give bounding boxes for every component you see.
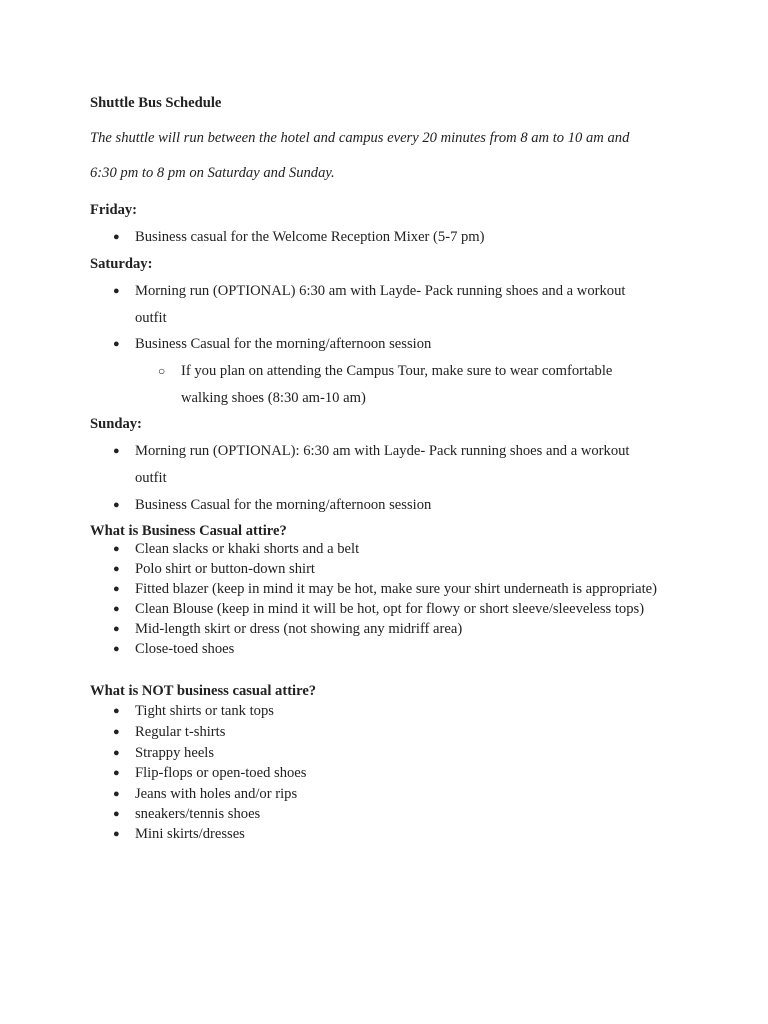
saturday-sub-item-line-1: If you plan on attending the Campus Tour, make sure to wear comfortable [181, 363, 613, 379]
not-business-casual-item: Strappy heels [135, 745, 215, 761]
not-business-casual-heading: What is NOT business casual attire? [90, 683, 317, 699]
bullet-icon: ● [113, 828, 120, 840]
not-business-casual-item: Flip-flops or open-toed shoes [135, 765, 307, 781]
bullet-icon: ● [113, 563, 120, 575]
sunday-item-1-line-1: Morning run (OPTIONAL): 6:30 am with Layde- Pack running shoes and a workout [135, 443, 630, 459]
business-casual-item: Mid-length skirt or dress (not showing any midriff area) [135, 621, 463, 637]
saturday-item-1-line-1: Morning run (OPTIONAL) 6:30 am with Layde- Pack running shoes and a workout [135, 283, 626, 299]
business-casual-item: Clean slacks or khaki shorts and a belt [135, 541, 360, 557]
saturday-item-2: Business Casual for the morning/afternoon session [135, 336, 432, 352]
friday-item: Business casual for the Welcome Reception Mixer (5-7 pm) [135, 229, 485, 245]
business-casual-item: Close-toed shoes [135, 641, 235, 657]
business-casual-item: Fitted blazer (keep in mind it may be hot, make sure your shirt underneath is appropriate) [135, 581, 657, 597]
sunday-item-2: Business Casual for the morning/afternoon session [135, 497, 432, 513]
saturday-heading: Saturday: [90, 256, 153, 272]
bullet-icon: ● [113, 543, 120, 555]
bullet-icon: ● [113, 445, 120, 457]
bullet-icon: ● [113, 643, 120, 655]
sunday-item-1-line-2: outfit [135, 470, 167, 486]
not-business-casual-item: sneakers/tennis shoes [135, 806, 261, 822]
saturday-item-1-line-2: outfit [135, 310, 167, 326]
business-casual-item: Polo shirt or button-down shirt [135, 561, 315, 577]
bullet-icon: ● [113, 499, 120, 511]
bullet-icon: ● [113, 603, 120, 615]
not-business-casual-item: Mini skirts/dresses [135, 826, 245, 842]
bullet-icon: ● [113, 726, 120, 738]
document-title: Shuttle Bus Schedule [90, 95, 222, 111]
saturday-sub-item-line-2: walking shoes (8:30 am-10 am) [181, 390, 366, 406]
business-casual-item: Clean Blouse (keep in mind it will be hot, opt for flowy or short sleeve/sleeveless tops) [135, 601, 645, 617]
bullet-icon: ● [113, 338, 120, 350]
bullet-icon: ● [113, 767, 120, 779]
not-business-casual-item: Jeans with holes and/or rips [135, 786, 298, 802]
intro-text-line-2: 6:30 pm to 8 pm on Saturday and Sunday. [90, 165, 335, 181]
sub-bullet-icon: ○ [158, 364, 166, 378]
bullet-icon: ● [113, 705, 120, 717]
intro-text-line-1: The shuttle will run between the hotel and campus every 20 minutes from 8 am to 10 am and [90, 130, 630, 146]
not-business-casual-item: Regular t-shirts [135, 724, 226, 740]
bullet-icon: ● [113, 285, 120, 297]
bullet-icon: ● [113, 583, 120, 595]
bullet-icon: ● [113, 231, 120, 243]
bullet-icon: ● [113, 747, 120, 759]
bullet-icon: ● [113, 788, 120, 800]
sunday-heading: Sunday: [90, 416, 142, 432]
not-business-casual-item: Tight shirts or tank tops [135, 703, 274, 719]
bullet-icon: ● [113, 808, 120, 820]
business-casual-heading: What is Business Casual attire? [90, 523, 287, 539]
bullet-icon: ● [113, 623, 120, 635]
friday-heading: Friday: [90, 202, 138, 218]
